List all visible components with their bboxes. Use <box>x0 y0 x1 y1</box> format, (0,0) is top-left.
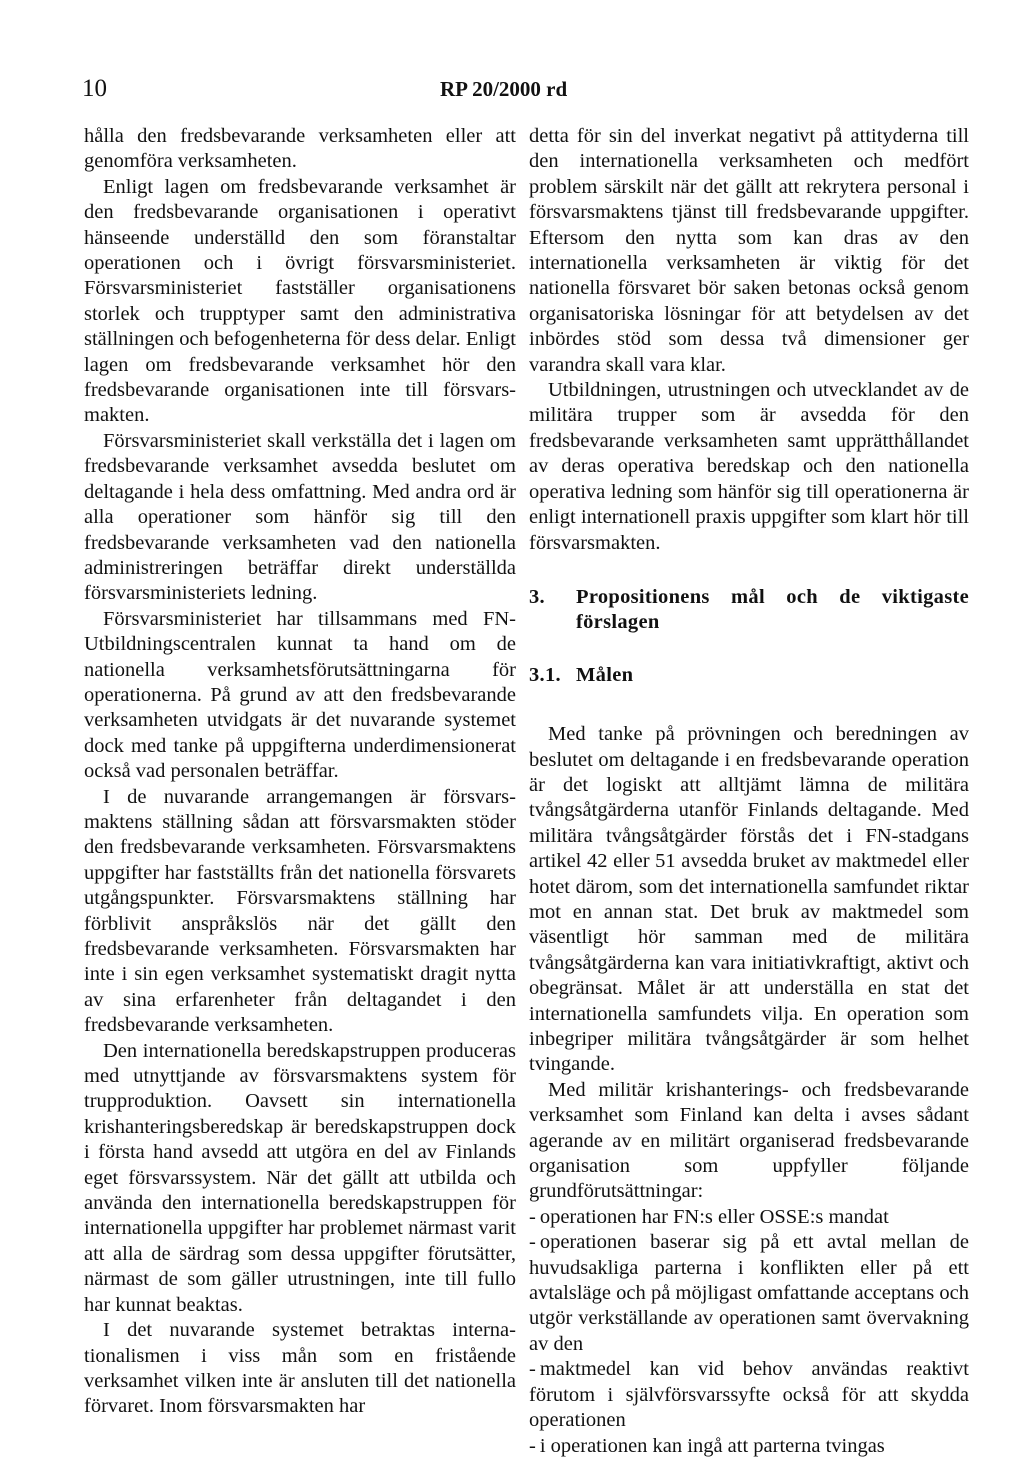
left-column <box>84 124 516 1420</box>
dash-marker: - <box>529 1434 536 1457</box>
paragraph: Utbildningen, utrustningen och utvecklandet av de militära trupper som är avsedda för den fredsbevarande verksamheten samt upprätthållandet av deras operativa beredskap och den nationella operativa ledning som hänför sig till operationerna är enligt internationell praxis uppgifter som klart hör till försvarsmakten. <box>529 379 969 554</box>
list-item <box>529 1434 969 1459</box>
paragraph: Enligt lagen om fredsbevarande verksamhet är den fredsbevarande organisationen i operativt hänseende underställd den som föranstaltar operationen och i övrigt försvarsministeriet. Försvarsministeriet fastställer organisationens storlek och trupptyper samt den administrativa ställningen och befogenheterna för dess delar. Enligt lagen om fredsbevarande verksamhet hör den fredsbevarande organisationen inte till försvarsmakten. <box>84 175 516 427</box>
right-column <box>529 124 969 1459</box>
list-item-text: i operationen kan ingå att parterna tvingas <box>539 1434 885 1457</box>
paragraph: Med tanke på prövningen och beredningen av beslutet om deltagande i en fredsbevarande operation är det logiskt att alltjämt lämna de militära tvångsåtgärderna utanför Finlands deltagande. Med militära tvångsåtgärder förstås det i FN-stadgans artikel 42 eller 51 avsedda bruket av maktmedel eller hotet därom, som det internationella samfundet riktar mot en annan stat. Det bruk av maktmedel som väsentligt hör samman med de militära tvångsåtgärderna kan vara initiativkraftigt, aktivt och obegränsat. Målet är att underställa en stat det internationella samfundets vilja. En operation som inbegriper militära tvångsåtgärder är som helhet tvingande. <box>529 723 969 1076</box>
paragraph: I det nuvarande systemet betraktas internationalismen i viss mån som en fristående verksamhet vilken inte är ansluten till det nationella förvaret. Inom försvarsmakten har <box>84 1319 516 1418</box>
section-title: Målen <box>576 663 634 686</box>
paragraph: Försvarsministeriet skall verkställa det i lagen om fredsbevarande verksamhet avsedda beslutet om deltagande i hela dess omfattning. Med andra ord är alla operationer som hänför sig till den fredsbevarande verksamheten vad den nationella administreringen beträffar direkt underställda försvarsministeriets ledning. <box>84 429 516 605</box>
dash-marker: - <box>529 1358 536 1381</box>
document-reference: RP 20/2000 rd <box>440 77 568 101</box>
list-item-text: operationen baserar sig på ett avtal mellan de huvudsakliga parterna i konflikten eller på ett avtalsläge och på möjligast omfattande acceptans och utgör verkställande av operationen samt övervakning av den <box>529 1231 969 1355</box>
list-item-text: maktmedel kan vid behov användas reaktivt förutom i självförsvarssyfte också för att skydda operationen <box>529 1358 969 1432</box>
paragraph: Den internationella beredskapstruppen produceras med utnyttjande av försvarsmaktens system för trupproduktion. Oavsett sin internationella krishanteringsberedskap är beredskapstruppen dock i första hand avsedd att utgöra en del av Finlands eget försvarssystem. När det gällt att utbilda och använda den internationella beredskapstruppen för internationella uppgifter har problemet närmast varit att alla de särdrag som dessa uppgifter förutsätter, närmast de som gäller utrustningen, inte till fullo har kunnat beaktas. <box>84 1039 516 1316</box>
paragraph: detta för sin del inverkat negativt på attityderna till den internationella verksamheten och medfört problem särskilt när det gällt att rekrytera personal i försvarsmaktens tjänst till fredsbevarande uppgifter. Eftersom den nytta som kan dras av den internationella verksamheten är viktig för det nationella försvaret bör saken betonas också genom organisatoriska lösningar för att betydelsen av det inbördes stöd som dessa två dimensioner ger varandra skall vara klar. <box>529 125 969 376</box>
list-item <box>529 1357 969 1433</box>
paragraph: Med militär krishanterings- och fredsbevarande verksamhet som Finland kan delta i avses sådant agerande av en militärt organiserad fredsbevarande organisation som uppfyller följande grundförutsättningar: <box>529 1078 969 1203</box>
list-item-text: operationen har FN:s eller OSSE:s mandat <box>539 1205 889 1228</box>
page-number: 10 <box>82 75 107 102</box>
paragraph: hålla den fredsbevarande verksamheten eller att genomföra verksamheten. <box>84 125 516 173</box>
section-number: 3. <box>529 585 545 608</box>
section-heading-3 <box>529 585 969 636</box>
paragraph: Försvarsministeriet har tillsammans med FN-Utbildningscentralen kunnat ta hand om de nationella verksamhetsförutsättningarna för operationerna. På grund av att den fredsbevarande verksamheten utvidgats är det nuvarande systemet dock med tanke på uppgifterna underdimensionerat också vad personalen beträffar. <box>84 607 516 783</box>
list-item <box>529 1205 969 1230</box>
paragraph: I de nuvarande arrangemangen är försvarsmaktens ställning sådan att försvarsmakten stöder den fredsbevarande verksamheten. Försvarsmaktens uppgifter har fastställts från det nationella försvarets utgångspunkter. Försvarsmaktens ställning har förblivit anspråkslös när det gällt den fredsbevarande verksamheten. Försvarsmakten har inte i sin egen verksamhet systematiskt dragit nytta av sina erfarenheter från deltagandet i den fredsbevarande verksamheten. <box>84 785 516 1037</box>
section-heading-3-1 <box>529 663 969 688</box>
list-item <box>529 1230 969 1357</box>
dash-marker: - <box>529 1231 536 1254</box>
section-number: 3.1. <box>529 663 561 686</box>
dash-marker: - <box>529 1205 536 1228</box>
conditions-list <box>529 1205 969 1459</box>
section-title: Propositionens mål och de viktigaste förslagen <box>576 585 969 634</box>
